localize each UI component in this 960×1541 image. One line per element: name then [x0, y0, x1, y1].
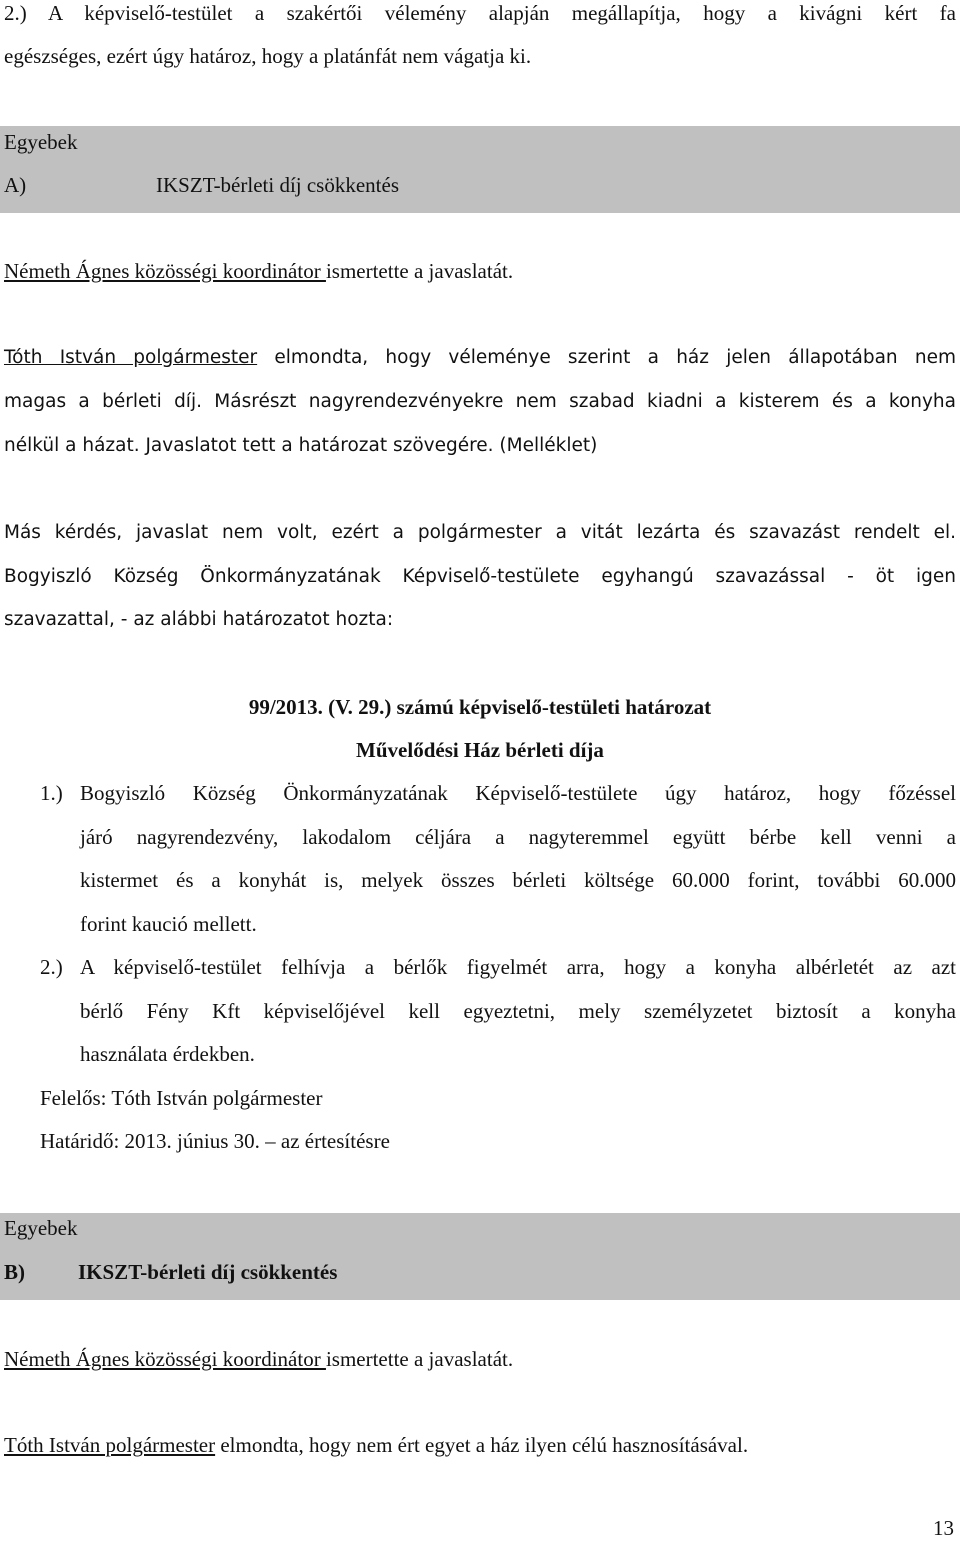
intro-line-2: egészséges, ezért úgy határoz, hogy a platánfát nem vágatja ki.	[4, 44, 532, 68]
resolution-responsible: Felelős: Tóth István polgármester	[40, 1086, 323, 1110]
resolution-number: 99/2013. (V. 29.) számú képviselő-testületi határozat	[248, 695, 712, 719]
resolution-deadline: Határidő: 2013. június 30. – az értesítésre	[40, 1129, 390, 1153]
section-b-coordinator-text: ismertette a javaslatát.	[325, 1347, 514, 1371]
section-a-vote-line-1: Más kérdés, javaslat nem volt, ezért a polgármester a vitát lezárta és szavazást rendelt el.	[4, 522, 956, 543]
section-a-mayor-name: Tóth István polgármester	[4, 347, 258, 368]
section-b-coordinator-name: Németh Ágnes közösségi koordinátor	[4, 1347, 326, 1371]
section-b-mayor-name: Tóth István polgármester	[4, 1433, 216, 1457]
section-b-mayor-text: elmondta, hogy nem ért egyet a ház ilyen célú hasznosításával.	[215, 1433, 749, 1457]
resolution-subject: Művelődési Ház bérleti díja	[356, 738, 604, 762]
page-number: 13	[933, 1516, 954, 1540]
section-a-mayor-text-1: elmondta, hogy véleménye szerint a ház jelen állapotában nem	[257, 347, 956, 368]
section-b-label: B)	[4, 1260, 25, 1284]
section-a-title-row	[4, 172, 956, 198]
resolution-point-1-line-4: forint kaució mellett.	[80, 912, 257, 936]
resolution-point-1-line-2: járó nagyrendezvény, lakodalom céljára a nagyteremmel együtt bérbe kell venni a	[80, 825, 956, 849]
resolution-point-1-line-1: Bogyiszló Község Önkormányzatának Képviselő-testülete úgy határoz, hogy főzéssel	[80, 781, 956, 805]
section-a-coordinator-name: Németh Ágnes közösségi koordinátor	[4, 259, 326, 283]
section-a-vote-line-3: szavazattal, - az alábbi határozatot hozta:	[4, 609, 394, 630]
section-a-label: A)	[4, 173, 27, 197]
section-b-title-row	[4, 1259, 956, 1285]
resolution-point-2-line-1: A képviselő-testület felhívja a bérlők figyelmét arra, hogy a konyha albérletét az azt	[80, 955, 956, 979]
section-a-title: IKSZT-bérleti díj csökkentés	[156, 173, 400, 197]
section-b-heading: Egyebek	[4, 1216, 78, 1240]
section-b-mayor-line	[4, 1432, 956, 1458]
section-a-mayor-line-2: magas a bérleti díj. Másrészt nagyrendezvényekre nem szabad kiadni a kisterem és a konyha	[4, 391, 956, 412]
intro-line-1: 2.) A képviselő-testület a szakértői vélemény alapján megállapítja, hogy a kivágni kért fa	[4, 1, 956, 25]
resolution-point-2-line-2: bérlő Fény Kft képviselőjével kell egyeztetni, mely személyzetet biztosít a konyha	[80, 999, 956, 1023]
section-a-coordinator-line	[4, 258, 956, 284]
section-a-mayor-line-3: nélkül a házat. Javaslatot tett a határozat szövegére. (Melléklet)	[4, 435, 598, 456]
section-a-mayor-line-1	[4, 345, 956, 371]
section-a-vote-line-2: Bogyiszló Község Önkormányzatának Képviselő-testülete egyhangú szavazással - öt igen	[4, 566, 956, 587]
resolution-point-2-number: 2.)	[40, 955, 63, 979]
section-a-heading: Egyebek	[4, 130, 78, 154]
section-a-coordinator-text: ismertette a javaslatát.	[325, 259, 514, 283]
section-b-coordinator-line	[4, 1346, 956, 1372]
resolution-point-1-number: 1.)	[40, 781, 63, 805]
resolution-point-2-line-3: használata érdekben.	[80, 1042, 255, 1066]
resolution-point-1-line-3: kistermet és a konyhát is, melyek összes bérleti költsége 60.000 forint, további 60.000	[80, 868, 956, 892]
section-b-title: IKSZT-bérleti díj csökkentés	[78, 1260, 338, 1284]
